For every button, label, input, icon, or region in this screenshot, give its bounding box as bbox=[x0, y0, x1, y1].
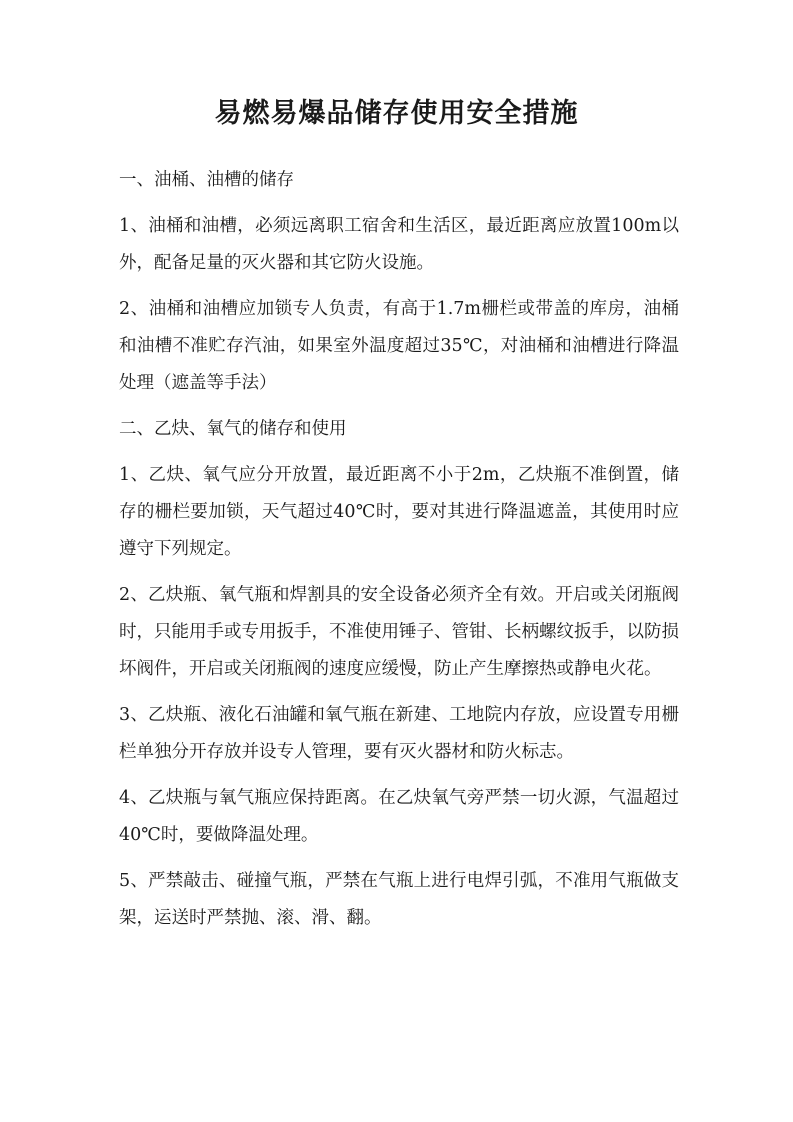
paragraph: 2、乙炔瓶、氧气瓶和焊割具的安全设备必须齐全有效。开启或关闭瓶阀时，只能用手或专用扳手，不准使用锤子、管钳、长柄螺纹扳手，以防损坏阀件，开启或关闭瓶阀的速度应缓慢，防止产生摩擦热或静电火花。 bbox=[119, 585, 679, 679]
section-heading-oil-storage: 一、油桶、油槽的储存 bbox=[119, 170, 294, 190]
paragraph: 1、乙炔、氧气应分开放置，最近距离不小于2m，乙炔瓶不准倒置，储存的栅栏要加锁，天气超过40℃时，要对其进行降温遮盖，其使用时应遵守下列规定。 bbox=[119, 465, 679, 559]
paragraph: 1、油桶和油槽，必须远离职工宿舍和生活区，最近距离应放置100m以外，配备足量的灭火器和其它防火设施。 bbox=[119, 216, 679, 273]
paragraph: 5、严禁敲击、碰撞气瓶，严禁在气瓶上进行电焊引弧，不准用气瓶做支架，运送时严禁抛、滚、滑、翻。 bbox=[119, 871, 679, 928]
paragraph: 3、乙炔瓶、液化石油罐和氧气瓶在新建、工地院内存放，应设置专用栅栏单独分开存放并设专人管理，要有灭火器材和防火标志。 bbox=[119, 705, 679, 762]
paragraph: 4、乙炔瓶与氧气瓶应保持距离。在乙炔氧气旁严禁一切火源，气温超过40℃时，要做降温处理。 bbox=[119, 788, 679, 845]
section-heading-acetylene-oxygen: 二、乙炔、氧气的储存和使用 bbox=[119, 419, 347, 439]
document-title: 易燃易爆品储存使用安全措施 bbox=[214, 98, 579, 129]
paragraph: 2、油桶和油槽应加锁专人负责，有高于1.7m栅栏或带盖的库房，油桶和油槽不准贮存汽油，如果室外温度超过35℃，对油桶和油槽进行降温处理（遮盖等手法） bbox=[119, 299, 679, 393]
document-body bbox=[119, 162, 679, 937]
